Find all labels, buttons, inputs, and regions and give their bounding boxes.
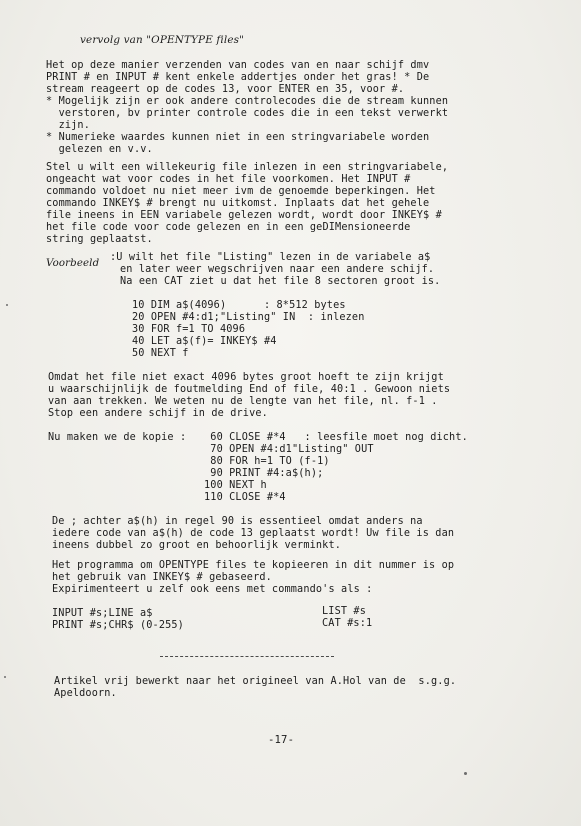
paragraph-line: Het programma om OPENTYPE files te kopieeren in dit nummer is op: [52, 560, 455, 571]
paragraph-line: Stop een andere schijf in de drive.: [48, 408, 268, 419]
continuation-heading: [80, 34, 244, 46]
paragraph-line: * Numerieke waardes kunnen niet in een stringvariabele worden: [46, 132, 430, 143]
paragraph-line: gelezen en v.v.: [46, 144, 153, 155]
scan-speck: [4, 676, 6, 678]
code-line: 50 NEXT f: [132, 348, 189, 359]
paragraph-line: het gebruik van INKEY$ # gebaseerd.: [52, 572, 272, 583]
paragraph-line: Het op deze manier verzenden van codes van en naar schijf dmv: [46, 60, 430, 71]
paragraph-line: commando INKEY$ # brengt nu uitkomst. Inplaats dat het gehele: [46, 198, 430, 209]
command-example: CAT #s:1: [322, 618, 373, 629]
code-line: 100 NEXT h: [204, 480, 267, 491]
paragraph-line: * Mogelijk zijn er ook andere controlecodes die de stream kunnen: [46, 96, 449, 107]
heading-title: "OPENTYPE files": [146, 34, 245, 46]
paragraph-line: string geplaatst.: [46, 234, 153, 245]
scan-speck: [464, 772, 467, 775]
footer-line: Apeldoorn.: [54, 688, 117, 699]
paragraph-line: file ineens in EEN variabele gelezen wordt, wordt door INKEY$ #: [46, 210, 442, 221]
paragraph-line: stream reageert op de codes 13, voor ENTER en 35, voor #.: [46, 84, 405, 95]
paragraph-line: zijn.: [46, 120, 90, 131]
paragraph-line: De ; achter a$(h) in regel 90 is essentieel omdat anders na: [52, 516, 423, 527]
copy-label: Nu maken we de kopie :: [48, 432, 187, 443]
heading-prefix: vervolg van: [80, 34, 147, 46]
paragraph-line: Omdat het file niet exact 4096 bytes groot hoeft te zijn krijgt: [48, 372, 444, 383]
command-example: LIST #s: [322, 606, 366, 617]
paragraph-line: ineens dubbel zo groot en behoorlijk verminkt.: [52, 540, 342, 551]
code-line: 40 LET a$(f)= INKEY$ #4: [132, 336, 277, 347]
paragraph-line: verstoren, bv printer controle codes die in een tekst verwerkt: [46, 108, 449, 119]
code-line: 10 DIM a$(4096) : 8*512 bytes: [132, 300, 346, 311]
code-line: 30 FOR f=1 TO 4096: [132, 324, 246, 335]
code-line: 80 FOR h=1 TO (f-1): [204, 456, 330, 467]
paragraph-line: ongeacht wat voor codes in het file voorkomen. Het INPUT #: [46, 174, 411, 185]
paragraph-line: Stel u wilt een willekeurig file inlezen in een stringvariabele,: [46, 162, 449, 173]
paragraph-line: commando voldoet nu niet meer ivm de genoemde beperkingen. Het: [46, 186, 436, 197]
page-number: -17-: [268, 734, 295, 746]
example-label: Voorbeeld: [46, 258, 100, 269]
divider: [160, 656, 334, 657]
code-line: 90 PRINT #4:a$(h);: [204, 468, 324, 479]
paragraph-line: u waarschijnlijk de foutmelding End of file, 40:1 . Gewoon niets: [48, 384, 451, 395]
example-line: :U wilt het file "Listing" lezen in de variabele a$: [110, 252, 431, 263]
command-example: INPUT #s;LINE a$: [52, 608, 153, 619]
paragraph-line: Expirimenteert u zelf ook eens met commando's als :: [52, 584, 373, 595]
paragraph-line: PRINT # en INPUT # kent enkele addertjes onder het gras! * De: [46, 72, 430, 83]
code-line: 70 OPEN #4:d1"Listing" OUT: [204, 444, 374, 455]
paragraph-line: het file code voor code gelezen en in een geDIMensioneerde: [46, 222, 411, 233]
example-line: Na een CAT ziet u dat het file 8 sectoren groot is.: [120, 276, 441, 287]
example-line: en later weer wegschrijven naar een andere schijf.: [120, 264, 435, 275]
paragraph-line: van aan trekken. We weten nu de lengte van het file, nl. f-1 .: [48, 396, 438, 407]
footer-line: Artikel vrij bewerkt naar het origineel van A.Hol van de s.g.g.: [54, 676, 457, 687]
command-example: PRINT #s;CHR$ (0-255): [52, 620, 184, 631]
code-line: 20 OPEN #4:d1;"Listing" IN : inlezen: [132, 312, 365, 323]
scan-speck: [6, 304, 8, 306]
paragraph-line: iedere code van a$(h) de code 13 geplaatst wordt! Uw file is dan: [52, 528, 455, 539]
code-line: 110 CLOSE #*4: [204, 492, 286, 503]
code-line: 60 CLOSE #*4 : leesfile moet nog dicht.: [204, 432, 468, 443]
